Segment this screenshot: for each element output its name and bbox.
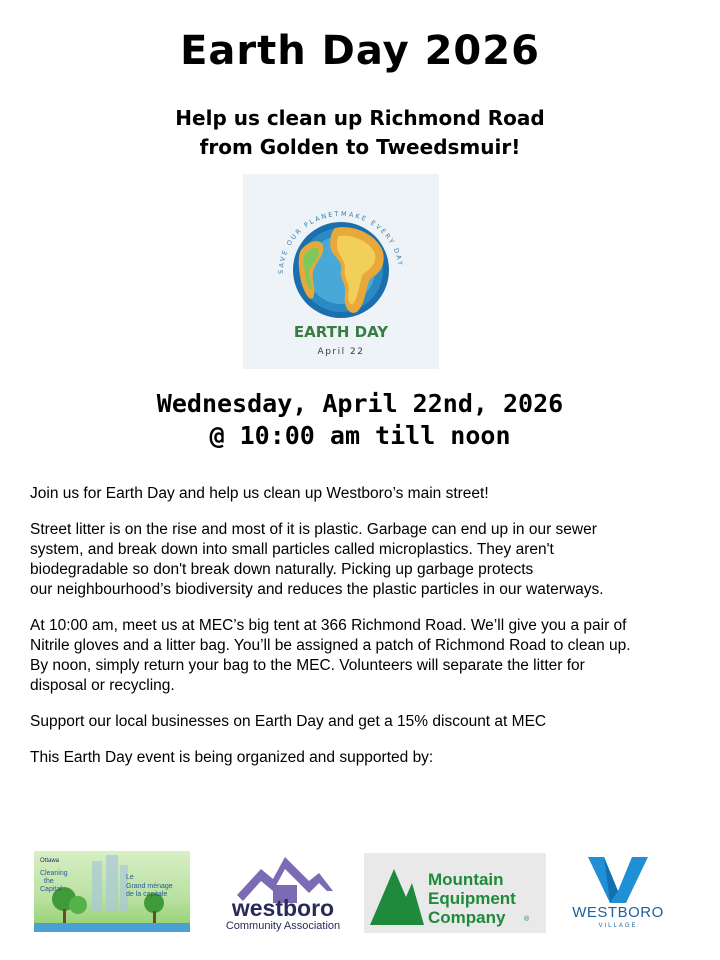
- westboro-village-logo: [556, 851, 680, 931]
- subtitle: [0, 104, 720, 162]
- cleaning-en-3: Capital: [40, 886, 62, 893]
- sponsor-logos: [0, 845, 720, 940]
- paragraph-instructions: [30, 616, 700, 696]
- mountain-icon: [364, 853, 546, 933]
- text-line: Street litter is on the rise and most of it is plastic. Garbage can end up in our sewer: [30, 521, 597, 538]
- globe-icon: [243, 174, 439, 369]
- cleaning-en-2: the: [44, 878, 54, 885]
- text-line: Join us for Earth Day and help us clean up Westboro’s main street!: [30, 485, 489, 502]
- w-mark-icon: [556, 851, 680, 931]
- paragraph-intro: [30, 484, 700, 504]
- ottawa-wordmark: Ottawa: [40, 858, 60, 864]
- event-date-line-2: @ 10:00 am till noon: [209, 421, 511, 450]
- mec-line-3: Company: [428, 908, 506, 927]
- mec-line-1: Mountain: [428, 870, 504, 889]
- westboro-community-association-logo: [213, 847, 353, 935]
- earth-day-logo: [243, 174, 439, 369]
- event-date: [0, 388, 720, 452]
- house-icon: [213, 847, 353, 935]
- mec-line-2: Equipment: [428, 889, 516, 908]
- paragraph-supporters: [30, 748, 700, 768]
- logo-ring-left: SAVE OUR PLANET: [276, 209, 341, 275]
- cleaning-en-1: Cleaning: [40, 870, 68, 877]
- text-line: By noon, simply return your bag to the MEC. Volunteers will separate the litter for: [30, 657, 585, 674]
- cleaning-fr-1: Le: [126, 874, 134, 881]
- text-line: Support our local businesses on Earth Day and get a 15% discount at MEC: [30, 713, 547, 730]
- logo-ring-right: MAKE EVERY DAY: [340, 209, 405, 268]
- tree-icon: [34, 851, 190, 932]
- subtitle-line-2: from Golden to Tweedsmuir!: [199, 135, 521, 159]
- wv-name: WESTBORO: [572, 904, 664, 921]
- subtitle-line-1: Help us clean up Richmond Road: [175, 106, 545, 130]
- wv-sub: VILLAGE: [598, 923, 638, 929]
- logo-heading: EARTH DAY: [293, 323, 389, 341]
- mec-registered-mark: ®: [524, 916, 530, 923]
- cleaning-the-capital-logo: [34, 851, 190, 932]
- logo-date: April 22: [317, 347, 365, 357]
- paragraph-litter: [30, 520, 700, 600]
- text-line: At 10:00 am, meet us at MEC’s big tent at 366 Richmond Road. We’ll give you a pair of: [30, 617, 627, 634]
- page-title: Earth Day 2026: [180, 28, 540, 74]
- paragraph-discount: [30, 712, 700, 732]
- cleaning-fr-2: Grand ménage: [126, 883, 173, 890]
- cleaning-fr-3: de la capitale: [126, 891, 168, 898]
- text-line: our neighbourhood’s biodiversity and reduces the plastic particles in our waterways.: [30, 581, 604, 598]
- body-text: [30, 484, 700, 784]
- mec-logo: [364, 853, 546, 933]
- text-line: Nitrile gloves and a litter bag. You’ll be assigned a patch of Richmond Road to clean up.: [30, 637, 631, 654]
- text-line: biodegradable so don't break down naturally. Picking up garbage protects: [30, 561, 534, 578]
- text-line: system, and break down into small particles called microplastics. They aren't: [30, 541, 554, 558]
- text-line: disposal or recycling.: [30, 677, 175, 694]
- wca-name: westboro: [231, 895, 335, 921]
- text-line: This Earth Day event is being organized and supported by:: [30, 749, 434, 766]
- event-date-line-1: Wednesday, April 22nd, 2026: [156, 389, 564, 418]
- wca-sub: Community Association: [225, 920, 341, 932]
